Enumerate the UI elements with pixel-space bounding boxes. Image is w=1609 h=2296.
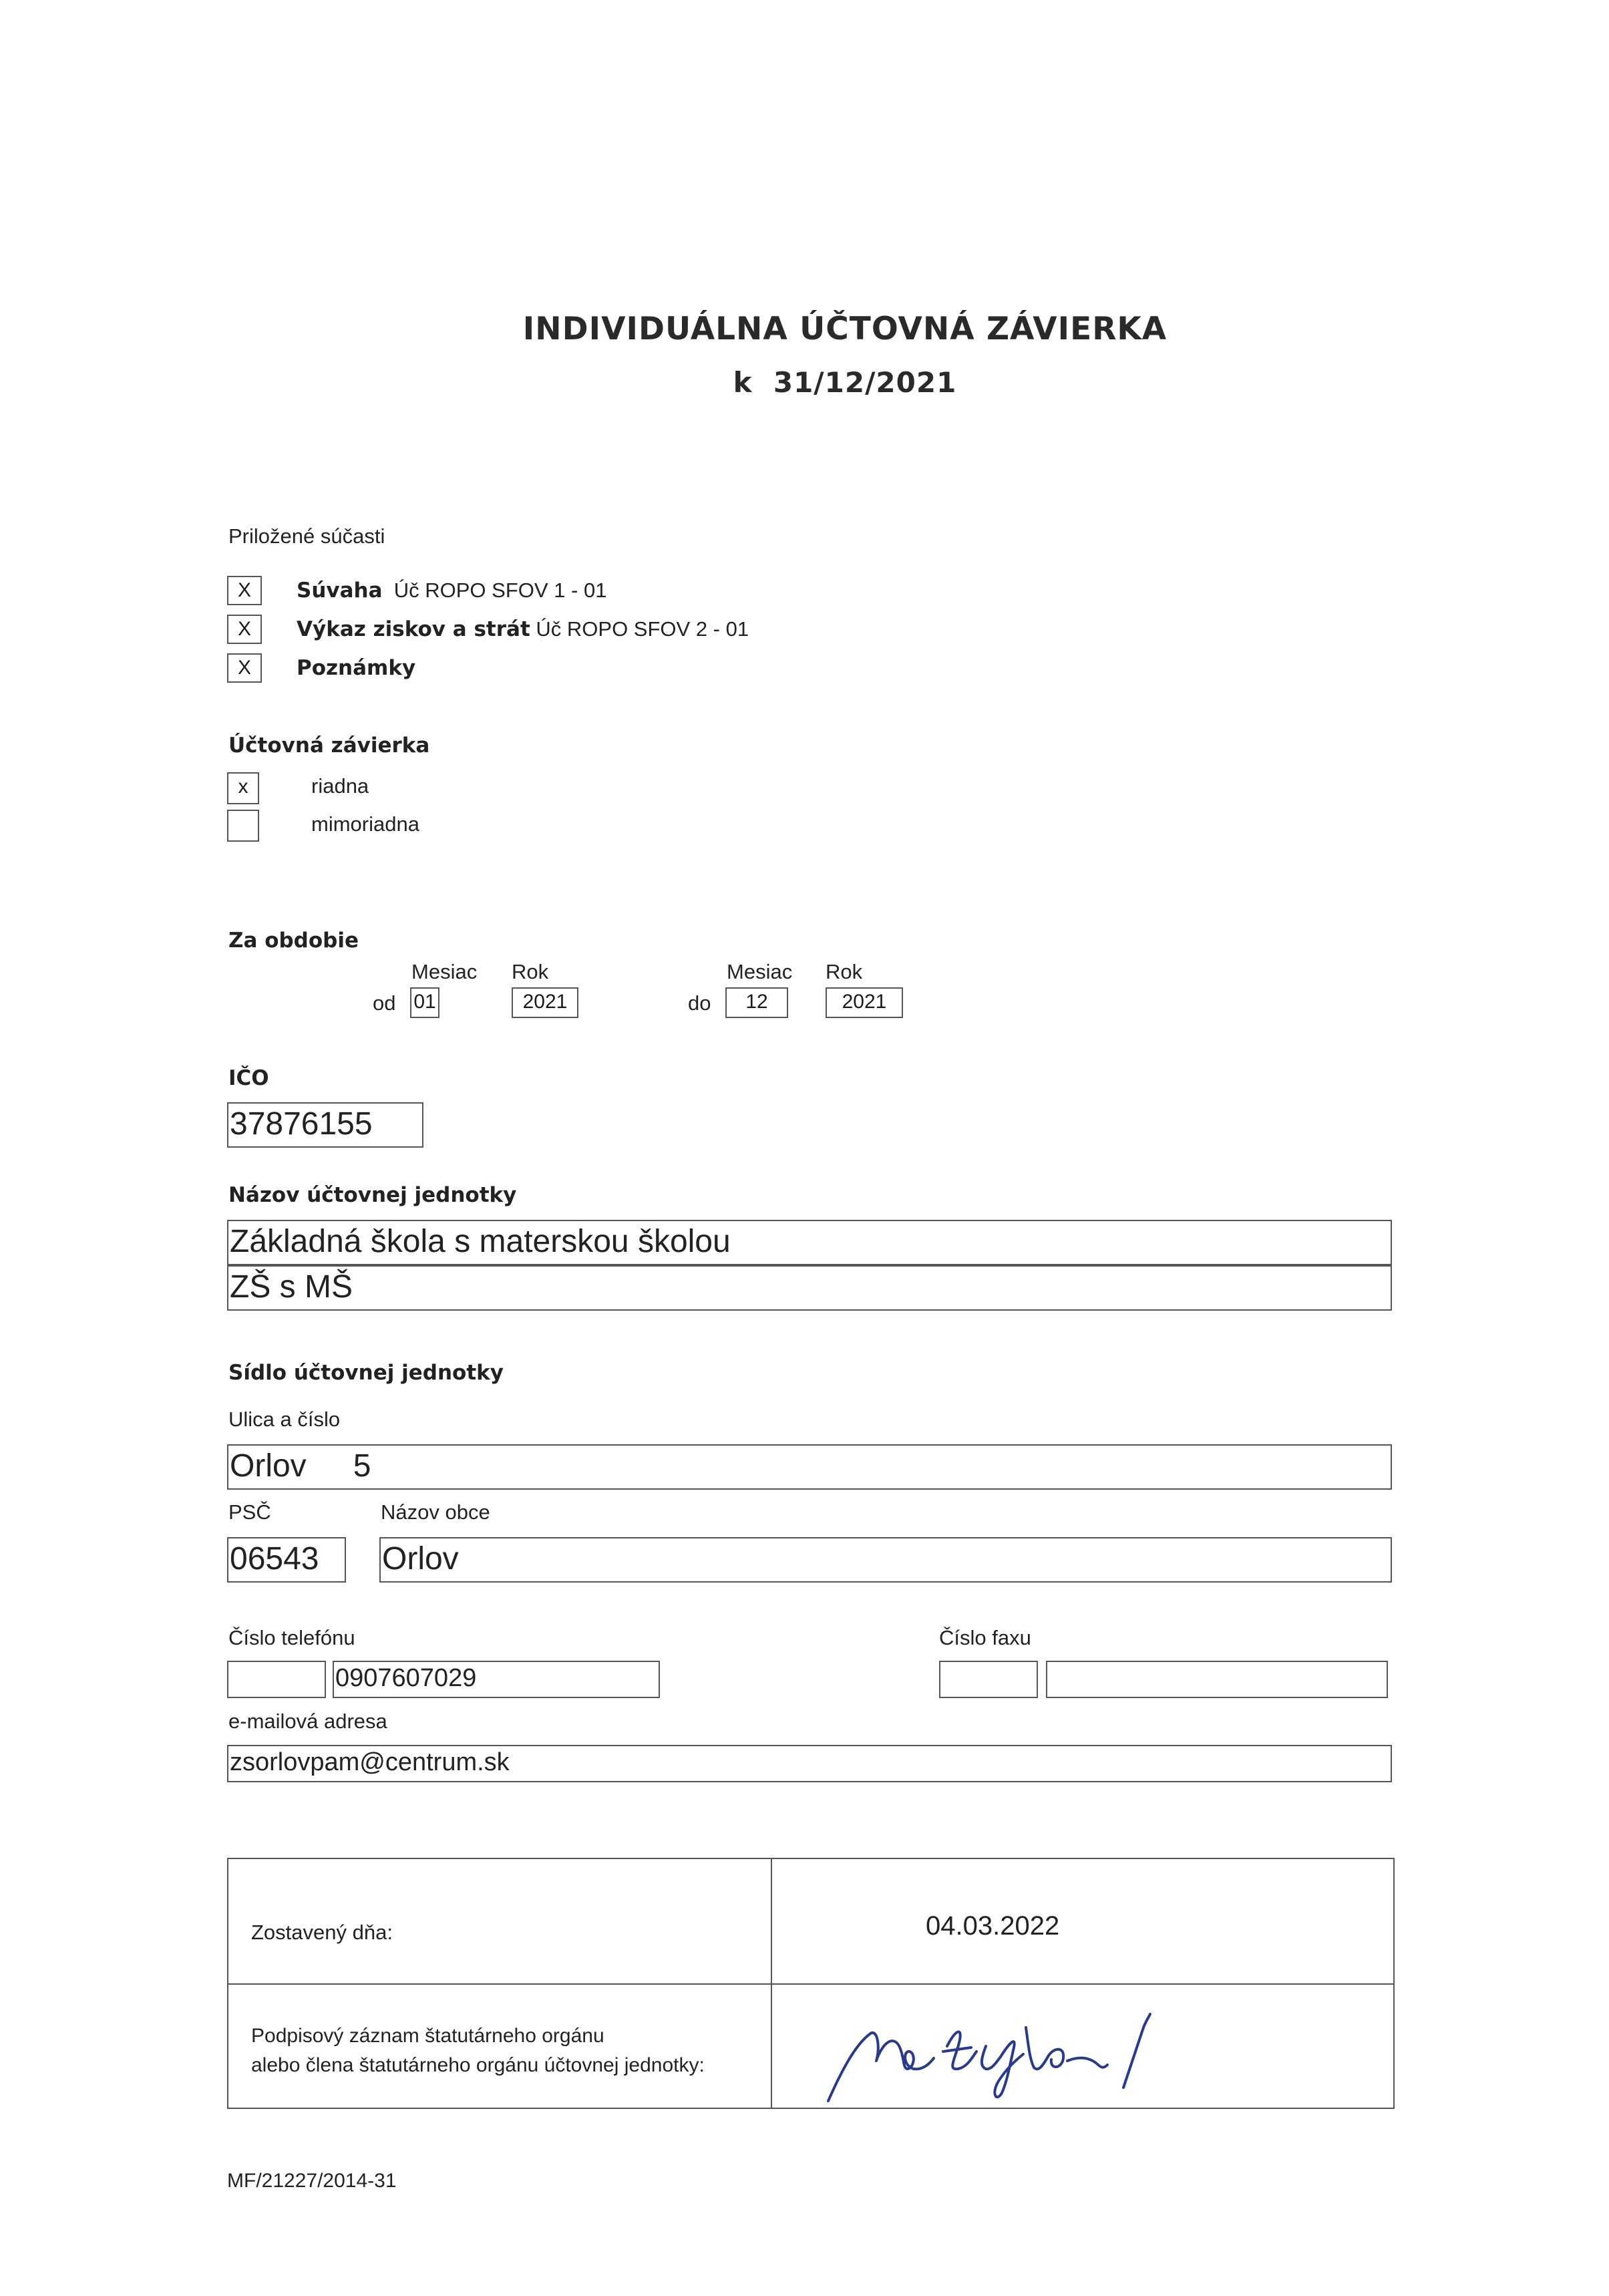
handwritten-signature	[816, 2007, 1190, 2108]
entity-name-label: Názov účtovnej jednotky	[228, 1183, 517, 1207]
statement-type-regular-label: riadna	[311, 774, 369, 798]
psc-field[interactable]: 06543	[227, 1537, 346, 1583]
phone-label: Číslo telefónu	[228, 1626, 355, 1649]
attachment-checkbox-notes[interactable]: X	[227, 653, 262, 683]
street-label: Ulica a číslo	[228, 1408, 341, 1431]
ico-field[interactable]: 37876155	[227, 1102, 423, 1148]
compiled-date-value: 04.03.2022	[926, 1911, 1060, 1941]
phone-field[interactable]: 0907607029	[333, 1661, 660, 1698]
fax-label: Číslo faxu	[939, 1626, 1031, 1649]
attachment-name: Súvaha	[297, 579, 383, 603]
attachment-code: Úč ROPO SFOV 1 - 01	[393, 579, 607, 602]
period-label: Za obdobie	[228, 929, 359, 953]
psc-label: PSČ	[228, 1500, 271, 1524]
statement-type-checkbox-regular[interactable]: x	[227, 772, 259, 804]
email-field[interactable]: zsorlovpam@centrum.sk	[227, 1745, 1392, 1782]
document-date-line	[0, 366, 1609, 399]
attachment-name: Výkaz ziskov a strát	[297, 617, 530, 641]
statement-type-checkbox-extraordinary[interactable]	[227, 810, 259, 842]
city-field[interactable]: Orlov	[379, 1537, 1392, 1583]
signature-label-line2: alebo člena štatutárneho orgánu účtovnej jednotky:	[251, 2054, 705, 2076]
street-name: Orlov	[230, 1448, 307, 1484]
date-prefix: k	[733, 366, 753, 399]
attachment-item-balance	[297, 579, 606, 603]
period-from-year-label: Rok	[512, 960, 549, 983]
signature-label-line1: Podpisový záznam štatutárneho orgánu	[251, 2025, 604, 2047]
period-from-month-label: Mesiac	[411, 960, 478, 983]
street-field[interactable]	[227, 1444, 1392, 1490]
attachment-item-notes	[297, 656, 415, 680]
footer-form-code: MF/21227/2014-31	[227, 2170, 397, 2192]
statement-type-label: Účtovná závierka	[228, 733, 430, 758]
table-divider-horizontal	[228, 1983, 1393, 1985]
entity-name-line1-field[interactable]: Základná škola s materskou školou	[227, 1220, 1392, 1265]
email-label: e-mailová adresa	[228, 1709, 387, 1733]
period-from-month-field[interactable]: 01	[410, 987, 439, 1018]
signature-table	[227, 1858, 1395, 2109]
period-to-month-field[interactable]: 12	[725, 987, 788, 1018]
attachment-item-profit-loss	[297, 617, 749, 641]
city-label: Názov obce	[381, 1500, 490, 1524]
street-number: 5	[353, 1448, 371, 1484]
ico-label: IČO	[228, 1066, 269, 1090]
fax-prefix-field[interactable]	[939, 1661, 1038, 1698]
period-to-month-label: Mesiac	[727, 960, 793, 983]
period-from-label: od	[373, 991, 396, 1015]
period-to-year-field[interactable]: 2021	[826, 987, 903, 1018]
address-label: Sídlo účtovnej jednotky	[228, 1361, 504, 1385]
statement-type-extraordinary-label: mimoriadna	[311, 812, 419, 836]
period-to-year-label: Rok	[826, 960, 863, 983]
attachment-code: Úč ROPO SFOV 2 - 01	[536, 617, 749, 641]
phone-prefix-field[interactable]	[227, 1661, 326, 1698]
fax-field[interactable]	[1046, 1661, 1388, 1698]
attachment-checkbox-balance[interactable]: X	[227, 576, 262, 605]
document-title: INDIVIDUÁLNA ÚČTOVNÁ ZÁVIERKA	[522, 311, 1168, 347]
document-date: 31/12/2021	[773, 366, 957, 399]
period-to-label: do	[688, 991, 711, 1015]
attachment-name: Poznámky	[297, 656, 416, 680]
period-from-year-field[interactable]: 2021	[512, 987, 578, 1018]
attachments-label: Priložené súčasti	[228, 524, 385, 548]
compiled-date-label: Zostavený dňa:	[251, 1921, 393, 1944]
entity-name-line2-field[interactable]: ZŠ s MŠ	[227, 1265, 1392, 1311]
attachment-checkbox-profit-loss[interactable]: X	[227, 615, 262, 644]
